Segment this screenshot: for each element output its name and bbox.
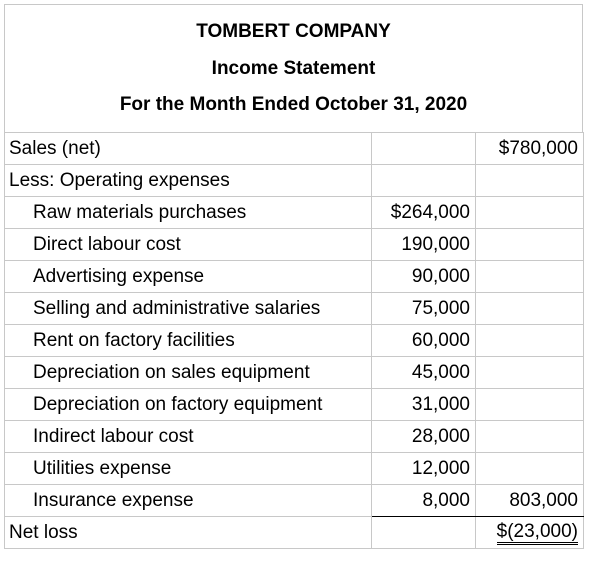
operating-expenses-header-row bbox=[5, 165, 584, 197]
empty-cell bbox=[476, 229, 584, 261]
expense-amount: 75,000 bbox=[372, 293, 476, 325]
empty-cell bbox=[372, 133, 476, 165]
statement-period: For the Month Ended October 31, 2020 bbox=[119, 94, 468, 115]
expense-label: Depreciation on sales equipment bbox=[5, 357, 372, 389]
empty-cell bbox=[476, 357, 584, 389]
expense-label: Rent on factory facilities bbox=[5, 325, 372, 357]
operating-expenses-label: Less: Operating expenses bbox=[5, 165, 372, 197]
expense-label: Advertising expense bbox=[5, 261, 372, 293]
expense-amount: 31,000 bbox=[372, 389, 476, 421]
expense-row bbox=[5, 325, 584, 357]
expense-row bbox=[5, 421, 584, 453]
expense-row bbox=[5, 389, 584, 421]
empty-cell bbox=[476, 325, 584, 357]
empty-cell bbox=[372, 517, 476, 549]
empty-cell bbox=[476, 261, 584, 293]
expense-label: Selling and administrative salaries bbox=[5, 293, 372, 325]
company-name: TOMBERT COMPANY bbox=[196, 21, 391, 42]
empty-cell bbox=[476, 421, 584, 453]
sales-row bbox=[5, 133, 584, 165]
expense-amount: 45,000 bbox=[372, 357, 476, 389]
total-expenses-amount: 803,000 bbox=[476, 485, 584, 517]
expense-row bbox=[5, 453, 584, 485]
statement-title: Income Statement bbox=[211, 58, 376, 79]
empty-cell bbox=[476, 453, 584, 485]
empty-cell bbox=[476, 293, 584, 325]
expense-amount: 8,000 bbox=[372, 485, 476, 517]
sales-label: Sales (net) bbox=[5, 133, 372, 165]
expense-label: Raw materials purchases bbox=[5, 197, 372, 229]
empty-cell bbox=[476, 165, 584, 197]
net-loss-row bbox=[5, 517, 584, 549]
expense-amount: 60,000 bbox=[372, 325, 476, 357]
expense-label: Depreciation on factory equipment bbox=[5, 389, 372, 421]
net-loss-amount: $(23,000) bbox=[497, 522, 578, 545]
income-statement bbox=[4, 4, 583, 569]
expense-row bbox=[5, 357, 584, 389]
expense-amount: 190,000 bbox=[372, 229, 476, 261]
empty-cell bbox=[476, 389, 584, 421]
expense-row bbox=[5, 261, 584, 293]
expense-amount: 90,000 bbox=[372, 261, 476, 293]
statement-table bbox=[4, 132, 584, 549]
net-loss-cell bbox=[476, 517, 584, 549]
expense-label: Utilities expense bbox=[5, 453, 372, 485]
expense-label: Insurance expense bbox=[5, 485, 372, 517]
expense-label: Direct labour cost bbox=[5, 229, 372, 261]
net-loss-label: Net loss bbox=[5, 517, 372, 549]
expense-amount: 28,000 bbox=[372, 421, 476, 453]
empty-cell bbox=[372, 165, 476, 197]
expense-row bbox=[5, 197, 584, 229]
expense-row bbox=[5, 293, 584, 325]
expense-amount: $264,000 bbox=[372, 197, 476, 229]
expense-row bbox=[5, 229, 584, 261]
expense-amount: 12,000 bbox=[372, 453, 476, 485]
sales-amount: $780,000 bbox=[476, 133, 584, 165]
empty-cell bbox=[476, 197, 584, 229]
expense-row-last bbox=[5, 485, 584, 517]
statement-header bbox=[4, 4, 583, 132]
expense-label: Indirect labour cost bbox=[5, 421, 372, 453]
